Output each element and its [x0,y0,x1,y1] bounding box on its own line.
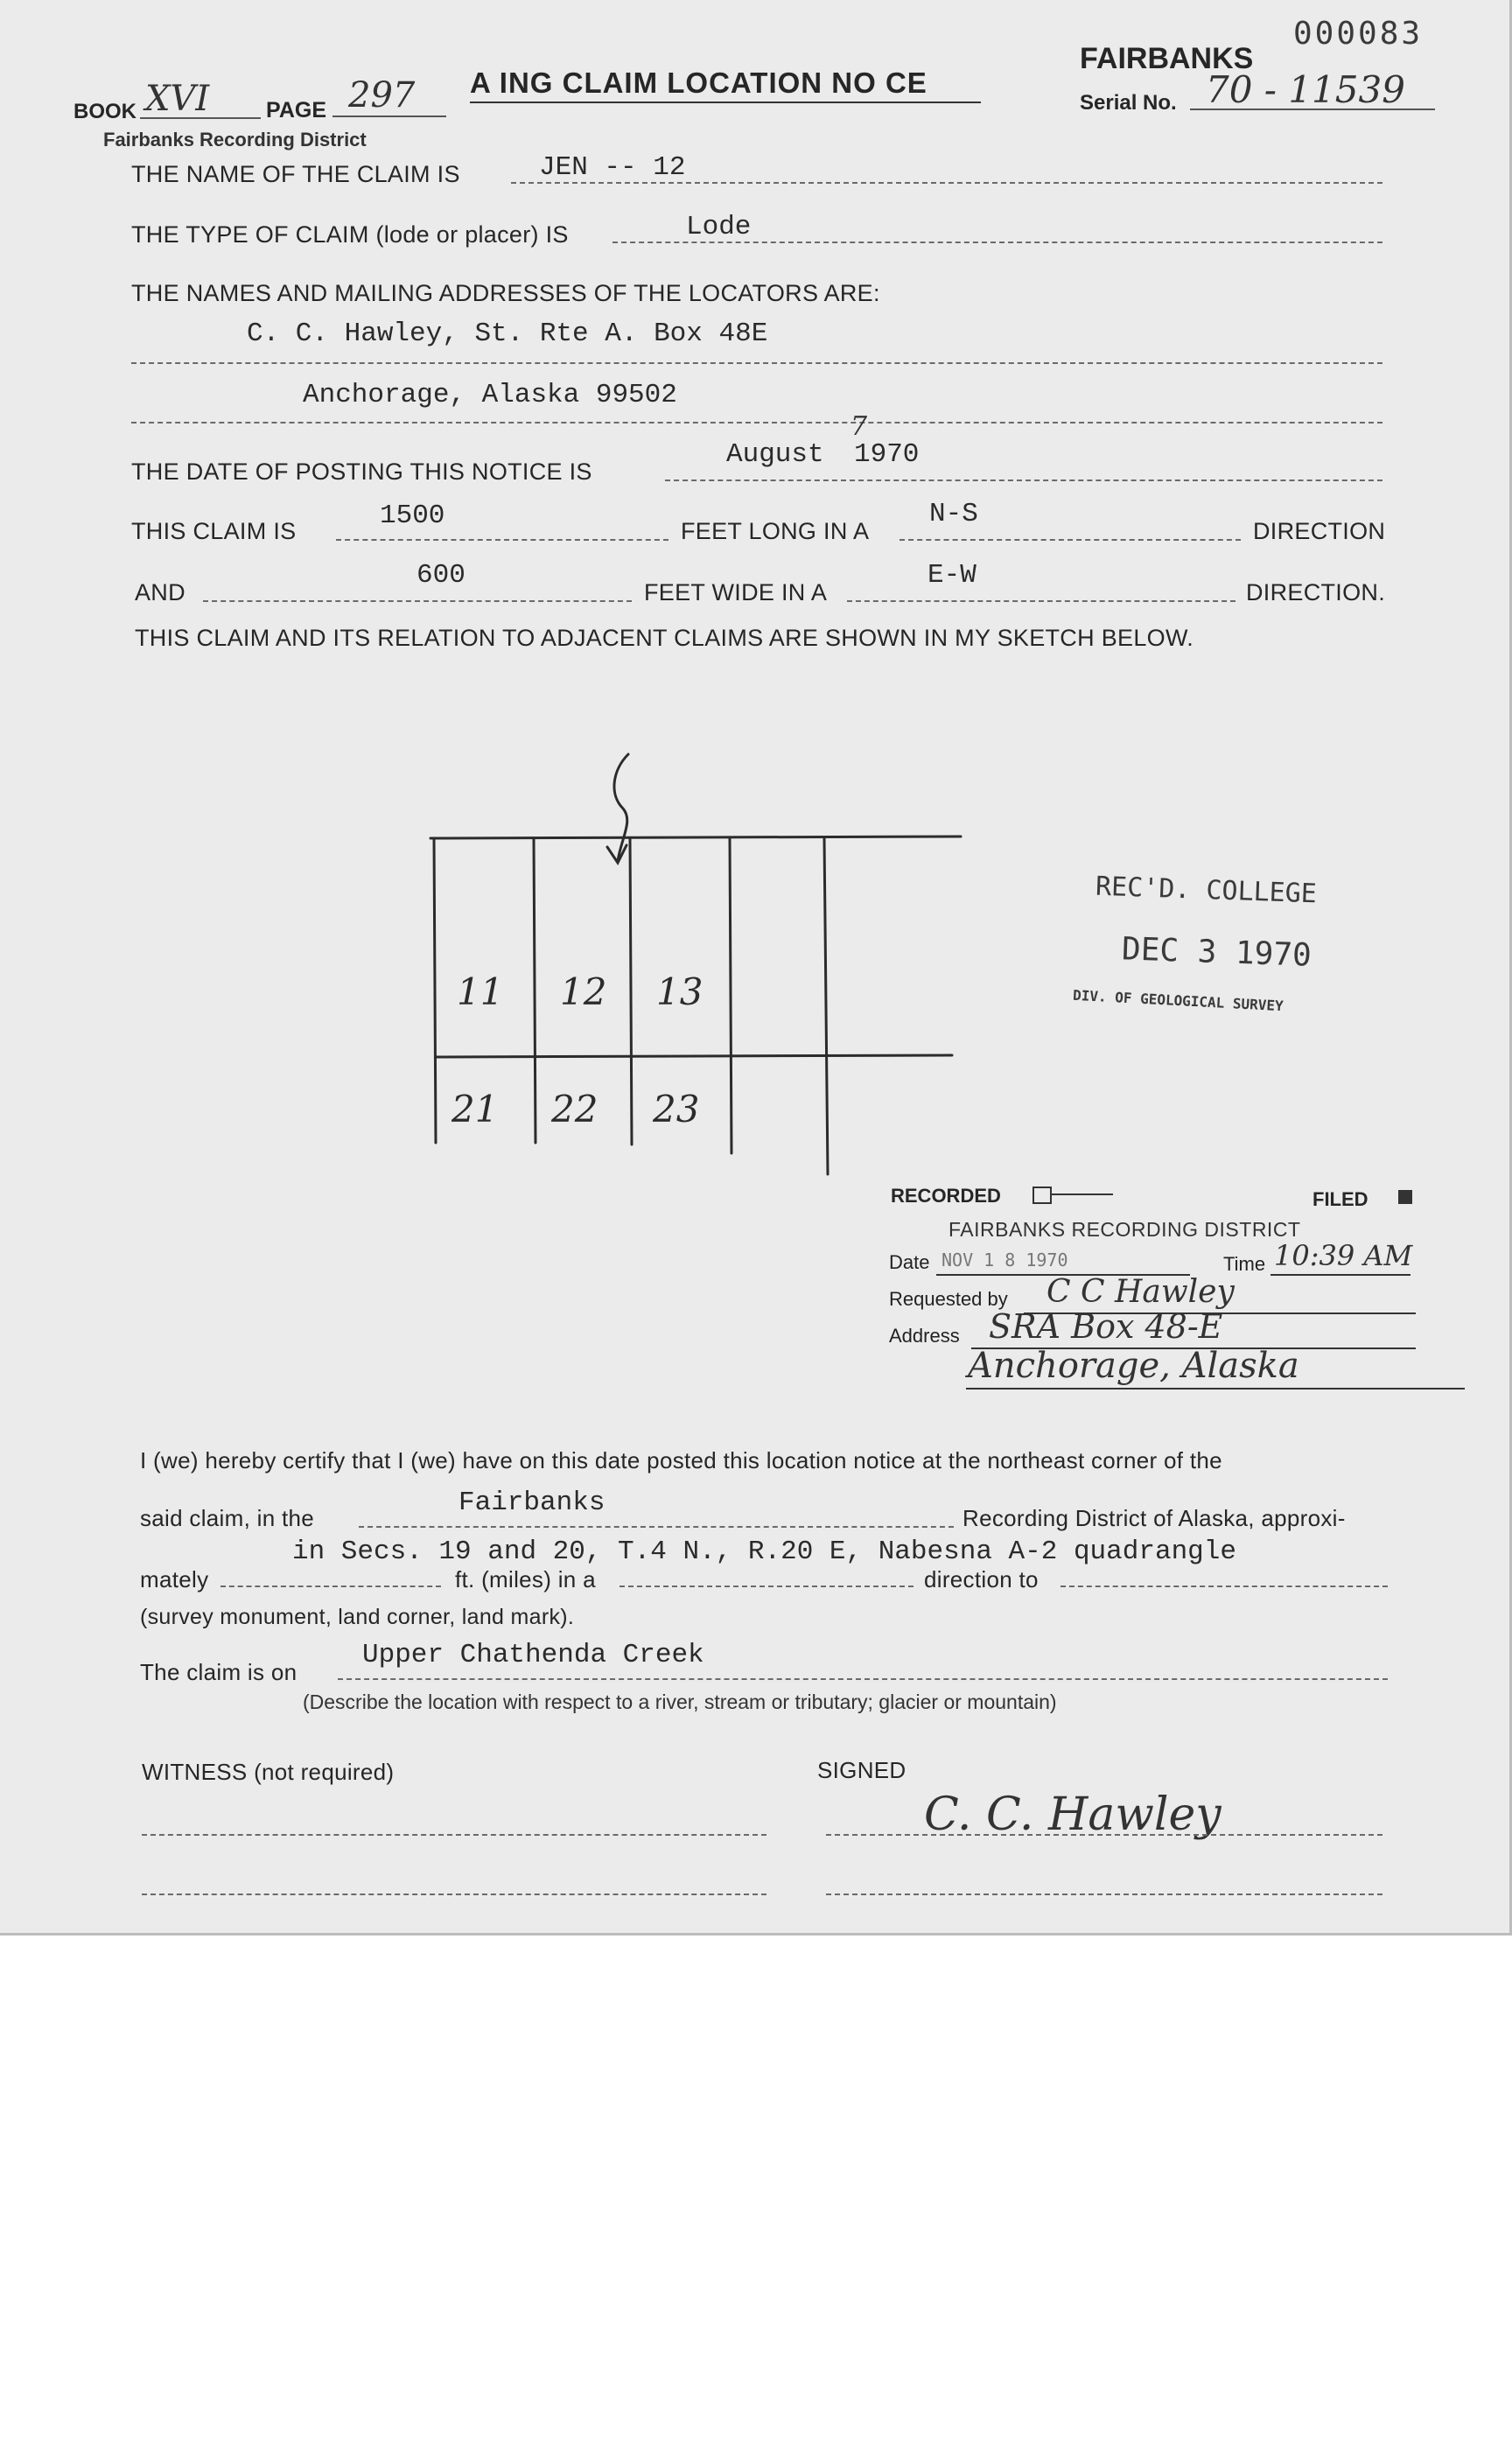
claim-name-value: JEN -- 12 [539,152,686,183]
sketch-cell-12: 12 [560,970,607,1013]
serial-value: 70 - 11539 [1206,68,1405,111]
signed-label: SIGNED [817,1757,906,1783]
sketch-arrow-head [607,845,626,863]
district-name: FAIRBANKS [1080,42,1254,75]
location-value: in Secs. 19 and 20, T.4 N., R.20 E, Nabesna A-2 quadrangle [292,1536,1236,1567]
address-line2: Anchorage, Alaska [968,1346,1299,1386]
width-direction-value: E-W [928,560,976,591]
posting-year: 1970 [854,439,920,470]
length-value: 1500 [380,500,445,531]
claim-on-label: The claim is on [140,1659,298,1685]
sketch-cell-23: 23 [653,1088,700,1130]
recording-office: FAIRBANKS RECORDING DISTRICT [948,1218,1301,1241]
locator-line-1: C. C. Hawley, St. Rte A. Box 48E [247,318,768,349]
describe-label: (Describe the location with respect to a river, stream or tributary; glacier or mountain) [303,1690,1057,1713]
claim-type-value: Lode [686,212,752,242]
locators-label: THE NAMES AND MAILING ADDRESSES OF THE LOCATORS ARE: [131,280,880,306]
and-label: AND [135,579,186,606]
direction-label: DIRECTION [1253,518,1386,544]
college-stamp-line1: REC'D. COLLEGE [1095,871,1318,910]
requested-value: C C Hawley [1046,1274,1235,1310]
requested-label: Requested by [889,1288,1008,1310]
direction-to-label: direction to [924,1566,1039,1592]
recorded-label: RECORDED [891,1185,1001,1207]
document-number: 000083 [1293,16,1424,52]
sketch-col-line-3 [630,838,632,1144]
sketch-col-line-2 [534,838,536,1143]
said-claim-label: said claim, in the [140,1505,315,1531]
locator-line-2: Anchorage, Alaska 99502 [303,380,677,410]
address-label: Address [889,1325,960,1347]
stamp-time-value: 10:39 AM [1274,1239,1413,1272]
claim-type-label: THE TYPE OF CLAIM (lode or placer) IS [131,221,569,248]
feet-long-label: FEET LONG IN A [681,518,870,544]
sketch-cell-22: 22 [551,1088,598,1130]
sketch-top-line [430,836,961,838]
filed-checkbox [1398,1190,1412,1204]
stamp-date-value: NOV 1 8 1970 [942,1250,1068,1270]
page-value: 297 [348,75,416,116]
sketch-cell-21: 21 [452,1088,499,1130]
claim-is-label: THIS CLAIM IS [131,518,297,544]
width-value: 600 [416,560,466,591]
feet-wide-label: FEET WIDE IN A [644,579,828,606]
stamp-date-label: Date [889,1251,930,1273]
claim-name-label: THE NAME OF THE CLAIM IS [131,161,460,187]
recorded-checkbox [1032,1186,1052,1204]
book-value: XVI [145,79,210,119]
college-stamp-line3: DIV. OF GEOLOGICAL SURVEY [1072,986,1284,1015]
monument-label: (survey monument, land corner, land mark). [140,1605,575,1629]
sketch-col-line-1 [434,838,436,1143]
signature: C. C. Hawley [924,1788,1222,1841]
serial-label: Serial No. [1080,91,1177,115]
form-title: A ING CLAIM LOCATION NO CE [470,66,928,99]
sketch-col-line-5 [824,838,828,1174]
sketch-cell-13: 13 [656,970,704,1013]
witness-label: WITNESS (not required) [142,1759,395,1785]
length-direction-value: N-S [929,499,978,529]
posting-month: August [726,439,824,470]
book-label: BOOK [74,100,136,123]
stamp-time-label: Time [1223,1253,1266,1275]
ft-miles-label: ft. (miles) in a [455,1566,596,1592]
posting-label: THE DATE OF POSTING THIS NOTICE IS [131,458,592,485]
sketch-mid-line [436,1055,952,1057]
page-label: PAGE [266,98,326,122]
college-stamp-date: DEC 3 1970 [1121,931,1312,974]
sketch-cell-11: 11 [457,970,504,1013]
direction2-label: DIRECTION. [1246,579,1386,606]
certify-line: I (we) hereby certify that I (we) have on this date posted this location notice at the northeast corner of the [140,1447,1222,1474]
claim-on-value: Upper Chathenda Creek [362,1640,704,1670]
posting-day: 7 [850,411,868,442]
sketch-label: THIS CLAIM AND ITS RELATION TO ADJACENT CLAIMS ARE SHOWN IN MY SKETCH BELOW. [135,625,1194,651]
recording-district: Fairbanks Recording District [103,129,367,150]
recording-district-label: Recording District of Alaska, approxi- [962,1505,1346,1531]
address-line1: SRA Box 48-E [989,1307,1223,1346]
sketch-col-line-4 [730,838,732,1153]
mately-label: mately [140,1566,209,1592]
filed-label: FILED [1312,1188,1368,1210]
district-value: Fairbanks [458,1488,606,1518]
